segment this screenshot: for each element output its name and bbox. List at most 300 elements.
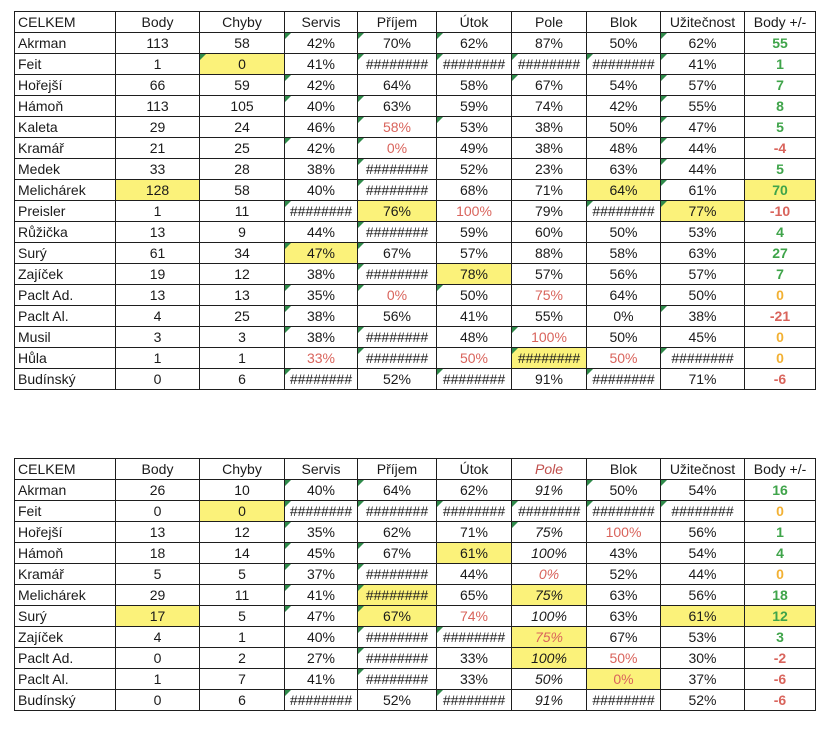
cell-uzitecnost: 41% bbox=[661, 54, 745, 75]
cell-chyby: 25 bbox=[200, 306, 285, 327]
cell-utok: 44% bbox=[437, 564, 512, 585]
cell-body-plusminus: -2 bbox=[745, 648, 816, 669]
cell-servis: ######## bbox=[285, 690, 358, 711]
cell-blok: 63% bbox=[587, 585, 661, 606]
cell-blok: 58% bbox=[587, 243, 661, 264]
cell-blok: 52% bbox=[587, 564, 661, 585]
cell-body-plusminus: 70 bbox=[745, 180, 816, 201]
cell-servis: 33% bbox=[285, 348, 358, 369]
table-row bbox=[15, 606, 816, 627]
cell-chyby: 0 bbox=[200, 54, 285, 75]
cell-pole: ######## bbox=[512, 501, 587, 522]
header-cell-uzitecnost: Užitečnost bbox=[661, 12, 745, 33]
cell-chyby: 7 bbox=[200, 669, 285, 690]
table-row bbox=[15, 33, 816, 54]
player-name-cell: Hámoň bbox=[15, 96, 116, 117]
cell-pole: 75% bbox=[512, 285, 587, 306]
cell-utok: 74% bbox=[437, 606, 512, 627]
cell-body-plusminus: 18 bbox=[745, 585, 816, 606]
cell-chyby: 10 bbox=[200, 480, 285, 501]
cell-body: 66 bbox=[116, 75, 200, 96]
header-cell-chyby: Chyby bbox=[200, 12, 285, 33]
cell-uzitecnost: 37% bbox=[661, 669, 745, 690]
cell-servis: 42% bbox=[285, 75, 358, 96]
cell-body-plusminus: 0 bbox=[745, 327, 816, 348]
table-row bbox=[15, 264, 816, 285]
cell-chyby: 6 bbox=[200, 690, 285, 711]
cell-servis: 38% bbox=[285, 159, 358, 180]
cell-servis: 47% bbox=[285, 243, 358, 264]
cell-servis: 38% bbox=[285, 327, 358, 348]
cell-prijem: ######## bbox=[358, 669, 437, 690]
cell-pole: 100% bbox=[512, 606, 587, 627]
cell-chyby: 24 bbox=[200, 117, 285, 138]
cell-utok: ######## bbox=[437, 369, 512, 390]
table-row bbox=[15, 159, 816, 180]
player-name-cell: Růžička bbox=[15, 222, 116, 243]
header-cell-blok: Blok bbox=[587, 12, 661, 33]
header-cell-utok: Útok bbox=[437, 459, 512, 480]
cell-blok: 48% bbox=[587, 138, 661, 159]
cell-body: 17 bbox=[116, 606, 200, 627]
cell-chyby: 58 bbox=[200, 33, 285, 54]
cell-pole: ######## bbox=[512, 54, 587, 75]
cell-body-plusminus: 1 bbox=[745, 522, 816, 543]
cell-body: 18 bbox=[116, 543, 200, 564]
cell-chyby: 6 bbox=[200, 369, 285, 390]
cell-body: 1 bbox=[116, 201, 200, 222]
cell-utok: 53% bbox=[437, 117, 512, 138]
cell-servis: 45% bbox=[285, 543, 358, 564]
cell-body-plusminus: -6 bbox=[745, 669, 816, 690]
cell-uzitecnost: 55% bbox=[661, 96, 745, 117]
cell-body-plusminus: 0 bbox=[745, 285, 816, 306]
table-row bbox=[15, 243, 816, 264]
cell-blok: 64% bbox=[587, 180, 661, 201]
cell-chyby: 28 bbox=[200, 159, 285, 180]
cell-utok: 78% bbox=[437, 264, 512, 285]
cell-utok: 58% bbox=[437, 75, 512, 96]
cell-utok: 41% bbox=[437, 306, 512, 327]
cell-servis: ######## bbox=[285, 369, 358, 390]
cell-chyby: 59 bbox=[200, 75, 285, 96]
cell-chyby: 0 bbox=[200, 501, 285, 522]
cell-uzitecnost: 61% bbox=[661, 606, 745, 627]
stats-table-overall bbox=[14, 11, 816, 390]
cell-servis: 40% bbox=[285, 627, 358, 648]
cell-body: 21 bbox=[116, 138, 200, 159]
player-name-cell: Akrman bbox=[15, 480, 116, 501]
cell-utok: 50% bbox=[437, 348, 512, 369]
player-name-cell: Feit bbox=[15, 501, 116, 522]
cell-body: 113 bbox=[116, 33, 200, 54]
table-row bbox=[15, 648, 816, 669]
header-cell-blok: Blok bbox=[587, 459, 661, 480]
cell-servis: 40% bbox=[285, 180, 358, 201]
table-row bbox=[15, 369, 816, 390]
table-row bbox=[15, 96, 816, 117]
player-name-cell: Melichárek bbox=[15, 180, 116, 201]
cell-prijem: ######## bbox=[358, 54, 437, 75]
header-cell-chyby: Chyby bbox=[200, 459, 285, 480]
cell-blok: ######## bbox=[587, 690, 661, 711]
cell-prijem: 64% bbox=[358, 480, 437, 501]
cell-servis: 41% bbox=[285, 585, 358, 606]
cell-utok: 48% bbox=[437, 327, 512, 348]
cell-body: 13 bbox=[116, 285, 200, 306]
cell-pole: 100% bbox=[512, 648, 587, 669]
cell-prijem: ######## bbox=[358, 348, 437, 369]
cell-prijem: 62% bbox=[358, 522, 437, 543]
header-cell-utok: Útok bbox=[437, 12, 512, 33]
cell-blok: 50% bbox=[587, 480, 661, 501]
cell-pole: 75% bbox=[512, 627, 587, 648]
cell-servis: 27% bbox=[285, 648, 358, 669]
cell-uzitecnost: 71% bbox=[661, 369, 745, 390]
cell-utok: 52% bbox=[437, 159, 512, 180]
cell-chyby: 105 bbox=[200, 96, 285, 117]
cell-blok: 67% bbox=[587, 627, 661, 648]
cell-prijem: ######## bbox=[358, 648, 437, 669]
cell-body: 0 bbox=[116, 369, 200, 390]
cell-blok: 50% bbox=[587, 348, 661, 369]
cell-utok: 68% bbox=[437, 180, 512, 201]
cell-uzitecnost: 45% bbox=[661, 327, 745, 348]
cell-body-plusminus: 7 bbox=[745, 264, 816, 285]
cell-body-plusminus: 0 bbox=[745, 501, 816, 522]
cell-servis: 41% bbox=[285, 54, 358, 75]
cell-prijem: 56% bbox=[358, 306, 437, 327]
cell-prijem: 0% bbox=[358, 285, 437, 306]
cell-uzitecnost: 53% bbox=[661, 627, 745, 648]
cell-blok: 56% bbox=[587, 264, 661, 285]
cell-pole: 100% bbox=[512, 543, 587, 564]
cell-pole: ######## bbox=[512, 348, 587, 369]
cell-prijem: ######## bbox=[358, 327, 437, 348]
cell-uzitecnost: 62% bbox=[661, 33, 745, 54]
cell-uzitecnost: 47% bbox=[661, 117, 745, 138]
cell-body: 26 bbox=[116, 480, 200, 501]
player-name-cell: Feit bbox=[15, 54, 116, 75]
table-row bbox=[15, 627, 816, 648]
header-cell-servis: Servis bbox=[285, 459, 358, 480]
table-row bbox=[15, 180, 816, 201]
cell-body-plusminus: 16 bbox=[745, 480, 816, 501]
cell-chyby: 12 bbox=[200, 522, 285, 543]
cell-servis: 46% bbox=[285, 117, 358, 138]
cell-blok: ######## bbox=[587, 369, 661, 390]
player-name-cell: Hořejší bbox=[15, 522, 116, 543]
cell-body-plusminus: 7 bbox=[745, 75, 816, 96]
cell-prijem: 52% bbox=[358, 690, 437, 711]
cell-chyby: 13 bbox=[200, 285, 285, 306]
cell-servis: 35% bbox=[285, 285, 358, 306]
cell-utok: 62% bbox=[437, 480, 512, 501]
table-row bbox=[15, 201, 816, 222]
cell-uzitecnost: 44% bbox=[661, 159, 745, 180]
cell-prijem: ######## bbox=[358, 222, 437, 243]
cell-servis: 38% bbox=[285, 264, 358, 285]
cell-prijem: ######## bbox=[358, 564, 437, 585]
cell-uzitecnost: 77% bbox=[661, 201, 745, 222]
cell-prijem: 64% bbox=[358, 75, 437, 96]
cell-utok: 59% bbox=[437, 96, 512, 117]
cell-body: 113 bbox=[116, 96, 200, 117]
cell-body-plusminus: 5 bbox=[745, 159, 816, 180]
cell-uzitecnost: 54% bbox=[661, 480, 745, 501]
table-row bbox=[15, 348, 816, 369]
cell-pole: 91% bbox=[512, 690, 587, 711]
player-name-cell: Surý bbox=[15, 606, 116, 627]
cell-servis: 35% bbox=[285, 522, 358, 543]
cell-blok: 63% bbox=[587, 159, 661, 180]
cell-body: 0 bbox=[116, 501, 200, 522]
cell-pole: 50% bbox=[512, 669, 587, 690]
player-name-cell: Paclt Ad. bbox=[15, 285, 116, 306]
player-name-cell: Zajíček bbox=[15, 627, 116, 648]
cell-uzitecnost: 44% bbox=[661, 138, 745, 159]
cell-body-plusminus: -6 bbox=[745, 369, 816, 390]
cell-uzitecnost: 56% bbox=[661, 585, 745, 606]
cell-body: 0 bbox=[116, 648, 200, 669]
cell-body: 19 bbox=[116, 264, 200, 285]
player-name-cell: Melichárek bbox=[15, 585, 116, 606]
cell-body-plusminus: -4 bbox=[745, 138, 816, 159]
cell-body: 33 bbox=[116, 159, 200, 180]
cell-prijem: ######## bbox=[358, 501, 437, 522]
table-row bbox=[15, 54, 816, 75]
table-row bbox=[15, 585, 816, 606]
table-row bbox=[15, 138, 816, 159]
cell-utok: ######## bbox=[437, 627, 512, 648]
cell-utok: 100% bbox=[437, 201, 512, 222]
cell-body-plusminus: 12 bbox=[745, 606, 816, 627]
cell-pole: 23% bbox=[512, 159, 587, 180]
cell-utok: 71% bbox=[437, 522, 512, 543]
header-row bbox=[15, 12, 816, 33]
cell-servis: 40% bbox=[285, 96, 358, 117]
cell-blok: ######## bbox=[587, 201, 661, 222]
cell-uzitecnost: 57% bbox=[661, 75, 745, 96]
cell-utok: 61% bbox=[437, 543, 512, 564]
cell-body-plusminus: -21 bbox=[745, 306, 816, 327]
player-name-cell: Surý bbox=[15, 243, 116, 264]
cell-blok: 50% bbox=[587, 33, 661, 54]
header-cell-body-plusminus: Body +/- bbox=[745, 459, 816, 480]
cell-pole: 71% bbox=[512, 180, 587, 201]
player-name-cell: Paclt Al. bbox=[15, 669, 116, 690]
cell-chyby: 1 bbox=[200, 348, 285, 369]
cell-body: 3 bbox=[116, 327, 200, 348]
cell-blok: 0% bbox=[587, 669, 661, 690]
cell-body-plusminus: 27 bbox=[745, 243, 816, 264]
cell-prijem: ######## bbox=[358, 264, 437, 285]
header-cell-body: Body bbox=[116, 12, 200, 33]
cell-utok: 33% bbox=[437, 669, 512, 690]
cell-body: 128 bbox=[116, 180, 200, 201]
cell-blok: 64% bbox=[587, 285, 661, 306]
cell-body: 1 bbox=[116, 54, 200, 75]
player-name-cell: Hůla bbox=[15, 348, 116, 369]
cell-utok: 33% bbox=[437, 648, 512, 669]
cell-uzitecnost: 53% bbox=[661, 222, 745, 243]
cell-body-plusminus: 55 bbox=[745, 33, 816, 54]
cell-body: 29 bbox=[116, 117, 200, 138]
table-row bbox=[15, 75, 816, 96]
table-row bbox=[15, 306, 816, 327]
header-cell-pole: Pole bbox=[512, 12, 587, 33]
table-row bbox=[15, 690, 816, 711]
cell-prijem: ######## bbox=[358, 180, 437, 201]
table-row bbox=[15, 501, 816, 522]
cell-chyby: 2 bbox=[200, 648, 285, 669]
cell-pole: 91% bbox=[512, 480, 587, 501]
cell-pole: 79% bbox=[512, 201, 587, 222]
cell-prijem: ######## bbox=[358, 627, 437, 648]
cell-prijem: 67% bbox=[358, 543, 437, 564]
cell-prijem: 67% bbox=[358, 606, 437, 627]
cell-chyby: 11 bbox=[200, 201, 285, 222]
cell-body-plusminus: 4 bbox=[745, 222, 816, 243]
cell-body: 4 bbox=[116, 306, 200, 327]
cell-blok: 63% bbox=[587, 606, 661, 627]
table-row bbox=[15, 285, 816, 306]
cell-uzitecnost: 30% bbox=[661, 648, 745, 669]
cell-pole: 75% bbox=[512, 522, 587, 543]
cell-utok: ######## bbox=[437, 690, 512, 711]
cell-chyby: 3 bbox=[200, 327, 285, 348]
cell-blok: 50% bbox=[587, 222, 661, 243]
cell-servis: 44% bbox=[285, 222, 358, 243]
cell-servis: 42% bbox=[285, 138, 358, 159]
cell-prijem: 0% bbox=[358, 138, 437, 159]
cell-body-plusminus: 1 bbox=[745, 54, 816, 75]
cell-utok: 62% bbox=[437, 33, 512, 54]
player-name-cell: Kramář bbox=[15, 138, 116, 159]
cell-body: 13 bbox=[116, 522, 200, 543]
cell-pole: 57% bbox=[512, 264, 587, 285]
player-name-cell: Preisler bbox=[15, 201, 116, 222]
cell-body-plusminus: 3 bbox=[745, 627, 816, 648]
cell-prijem: 63% bbox=[358, 96, 437, 117]
stats-table-second bbox=[14, 458, 816, 711]
cell-prijem: 52% bbox=[358, 369, 437, 390]
cell-servis: 37% bbox=[285, 564, 358, 585]
cell-servis: ######## bbox=[285, 501, 358, 522]
cell-uzitecnost: 54% bbox=[661, 543, 745, 564]
cell-uzitecnost: 52% bbox=[661, 690, 745, 711]
cell-pole: 88% bbox=[512, 243, 587, 264]
cell-body: 0 bbox=[116, 690, 200, 711]
cell-body-plusminus: 8 bbox=[745, 96, 816, 117]
cell-blok: 54% bbox=[587, 75, 661, 96]
player-name-cell: Budínský bbox=[15, 690, 116, 711]
player-name-cell: Kaleta bbox=[15, 117, 116, 138]
cell-blok: ######## bbox=[587, 501, 661, 522]
cell-body: 13 bbox=[116, 222, 200, 243]
cell-chyby: 1 bbox=[200, 627, 285, 648]
cell-chyby: 5 bbox=[200, 606, 285, 627]
cell-servis: 40% bbox=[285, 480, 358, 501]
cell-servis: 41% bbox=[285, 669, 358, 690]
header-cell-pole: Pole bbox=[512, 459, 587, 480]
cell-chyby: 5 bbox=[200, 564, 285, 585]
cell-blok: 50% bbox=[587, 327, 661, 348]
cell-chyby: 9 bbox=[200, 222, 285, 243]
header-cell-prijem: Příjem bbox=[358, 12, 437, 33]
cell-body: 4 bbox=[116, 627, 200, 648]
cell-body: 5 bbox=[116, 564, 200, 585]
cell-chyby: 25 bbox=[200, 138, 285, 159]
cell-pole: 100% bbox=[512, 327, 587, 348]
cell-prijem: 67% bbox=[358, 243, 437, 264]
cell-body-plusminus: 5 bbox=[745, 117, 816, 138]
table-row bbox=[15, 327, 816, 348]
player-name-cell: Musil bbox=[15, 327, 116, 348]
header-cell-prijem: Příjem bbox=[358, 459, 437, 480]
table-row bbox=[15, 543, 816, 564]
cell-servis: 38% bbox=[285, 306, 358, 327]
cell-pole: 67% bbox=[512, 75, 587, 96]
cell-body-plusminus: 0 bbox=[745, 348, 816, 369]
player-name-cell: Hořejší bbox=[15, 75, 116, 96]
table-row bbox=[15, 480, 816, 501]
header-cell-servis: Servis bbox=[285, 12, 358, 33]
header-cell-player: CELKEM bbox=[15, 12, 116, 33]
cell-pole: 74% bbox=[512, 96, 587, 117]
cell-pole: 55% bbox=[512, 306, 587, 327]
player-name-cell: Hámoň bbox=[15, 543, 116, 564]
cell-chyby: 34 bbox=[200, 243, 285, 264]
table-row bbox=[15, 522, 816, 543]
cell-body-plusminus: 0 bbox=[745, 564, 816, 585]
cell-servis: ######## bbox=[285, 201, 358, 222]
cell-prijem: 76% bbox=[358, 201, 437, 222]
cell-blok: ######## bbox=[587, 54, 661, 75]
cell-utok: 59% bbox=[437, 222, 512, 243]
cell-uzitecnost: ######## bbox=[661, 348, 745, 369]
header-row bbox=[15, 459, 816, 480]
cell-utok: 50% bbox=[437, 285, 512, 306]
cell-body-plusminus: 4 bbox=[745, 543, 816, 564]
cell-utok: ######## bbox=[437, 501, 512, 522]
cell-chyby: 14 bbox=[200, 543, 285, 564]
cell-uzitecnost: 44% bbox=[661, 564, 745, 585]
cell-uzitecnost: 50% bbox=[661, 285, 745, 306]
header-cell-player: CELKEM bbox=[15, 459, 116, 480]
cell-prijem: 70% bbox=[358, 33, 437, 54]
cell-blok: 50% bbox=[587, 117, 661, 138]
cell-pole: 60% bbox=[512, 222, 587, 243]
cell-blok: 100% bbox=[587, 522, 661, 543]
cell-blok: 0% bbox=[587, 306, 661, 327]
cell-uzitecnost: 38% bbox=[661, 306, 745, 327]
cell-uzitecnost: 63% bbox=[661, 243, 745, 264]
table-row bbox=[15, 117, 816, 138]
cell-pole: 38% bbox=[512, 117, 587, 138]
cell-chyby: 58 bbox=[200, 180, 285, 201]
header-cell-body-plusminus: Body +/- bbox=[745, 12, 816, 33]
cell-pole: 0% bbox=[512, 564, 587, 585]
cell-utok: 65% bbox=[437, 585, 512, 606]
player-name-cell: Kramář bbox=[15, 564, 116, 585]
player-name-cell: Akrman bbox=[15, 33, 116, 54]
cell-uzitecnost: 61% bbox=[661, 180, 745, 201]
cell-body: 29 bbox=[116, 585, 200, 606]
cell-utok: ######## bbox=[437, 54, 512, 75]
player-name-cell: Paclt Al. bbox=[15, 306, 116, 327]
cell-blok: 50% bbox=[587, 648, 661, 669]
